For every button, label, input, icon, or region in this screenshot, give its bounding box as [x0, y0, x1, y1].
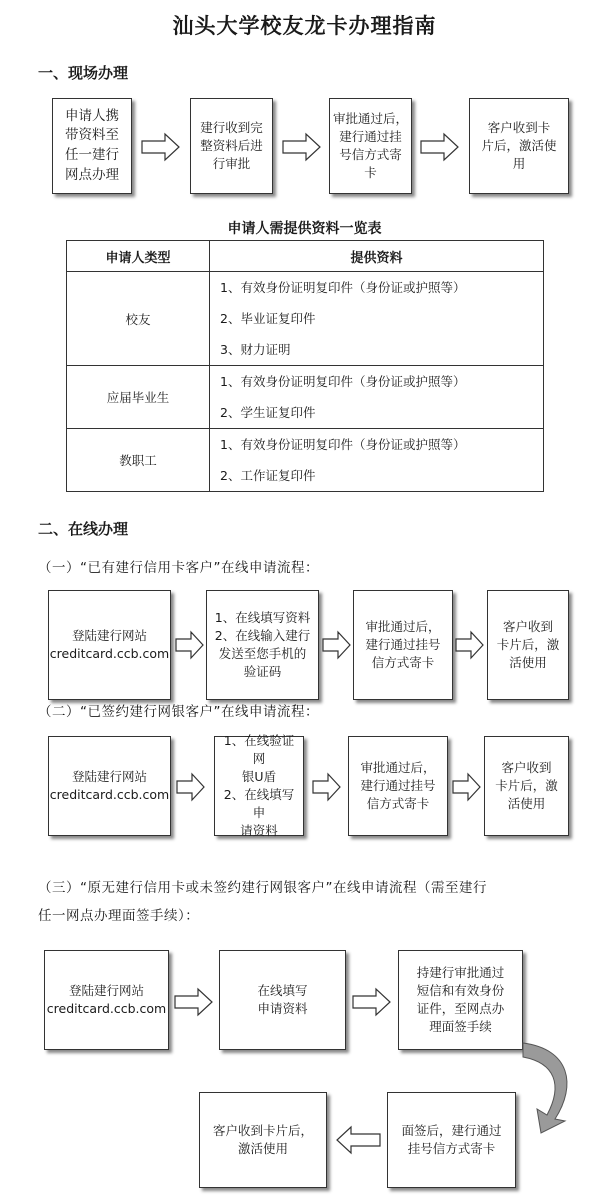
row-type: 应届毕业生 — [67, 366, 210, 429]
row-type: 教职工 — [67, 429, 210, 492]
subsection-label-3-line2: 任一网点办理面签手续）： — [38, 908, 200, 924]
right-arrow-icon — [174, 987, 214, 1017]
flow4-step4: 面签后，建行通过 挂号信方式寄卡 — [387, 1092, 516, 1188]
row-materials: 1、有效身份证明复印件（身份证或护照等） 2、毕业证复印件 3、财力证明 — [210, 272, 544, 366]
row-type: 校友 — [67, 272, 210, 366]
flow4-step2: 在线填写 申请资料 — [219, 950, 346, 1050]
subsection-label-2: （二）“已签约建行网银客户”在线申请流程： — [38, 704, 319, 720]
right-arrow-icon — [175, 630, 205, 660]
table-row — [67, 429, 544, 492]
section-heading-online: 二、在线办理 — [38, 520, 129, 538]
flow1-step4: 客户收到卡 片后，激活使 用 — [469, 98, 569, 194]
flow2-step1: 登陆建行网站 creditcard.ccb.com — [48, 590, 171, 700]
right-arrow-icon — [312, 772, 342, 802]
section-heading-onsite: 一、现场办理 — [38, 64, 129, 82]
row-materials: 1、有效身份证明复印件（身份证或护照等） 2、学生证复印件 — [210, 366, 544, 429]
flow3-step4: 客户收到 卡片后，激 活使用 — [484, 736, 569, 836]
flow2-step3: 审批通过后， 建行通过挂号 信方式寄卡 — [353, 590, 453, 700]
flow3-step2: 1、在线验证网 银U盾 2、在线填写申 请资料 — [214, 736, 304, 836]
table-row — [67, 366, 544, 429]
right-arrow-icon — [176, 772, 206, 802]
subsection-label-3-line1: （三）“原无建行信用卡或未签约建行网银客户”在线申请流程（需至建行 — [38, 880, 487, 896]
flow1-step1: 申请人携 带资料至 任一建行 网点办理 — [52, 98, 132, 194]
flow2-step4: 客户收到 卡片后，激 活使用 — [487, 590, 569, 700]
right-arrow-icon — [282, 132, 322, 162]
right-arrow-icon — [420, 132, 460, 162]
table-caption: 申请人需提供资料一览表 — [227, 221, 382, 237]
table-header-type: 申请人类型 — [67, 241, 210, 272]
flow2-step2: 1、在线填写资料 2、在线输入建行 发送至您手机的 验证码 — [206, 590, 319, 700]
right-arrow-icon — [452, 772, 482, 802]
flow1-step2: 建行收到完 整资料后进 行审批 — [190, 98, 273, 194]
flow1-step3: 审批通过后， 建行通过挂 号信方式寄 卡 — [329, 98, 412, 194]
curved-down-arrow-icon — [515, 1035, 587, 1135]
right-arrow-icon — [141, 132, 181, 162]
materials-table — [66, 240, 544, 492]
left-arrow-icon — [335, 1125, 381, 1155]
row-materials: 1、有效身份证明复印件（身份证或护照等） 2、工作证复印件 — [210, 429, 544, 492]
table-row — [67, 272, 544, 366]
flow4-step5: 客户收到卡片后， 激活使用 — [199, 1092, 327, 1188]
flow4-step3: 持建行审批通过 短信和有效身份 证件，至网点办 理面签手续 — [398, 950, 523, 1050]
flow3-step3: 审批通过后， 建行通过挂号 信方式寄卡 — [348, 736, 448, 836]
flow4-step1: 登陆建行网站 creditcard.ccb.com — [44, 950, 169, 1050]
page-title: 汕头大学校友龙卡办理指南 — [172, 14, 437, 38]
flow3-step1: 登陆建行网站 creditcard.ccb.com — [48, 736, 171, 836]
right-arrow-icon — [455, 630, 485, 660]
subsection-label-1: （一）“已有建行信用卡客户”在线申请流程： — [38, 560, 319, 576]
table-header-materials: 提供资料 — [210, 241, 544, 272]
right-arrow-icon — [322, 630, 352, 660]
right-arrow-icon — [352, 987, 392, 1017]
